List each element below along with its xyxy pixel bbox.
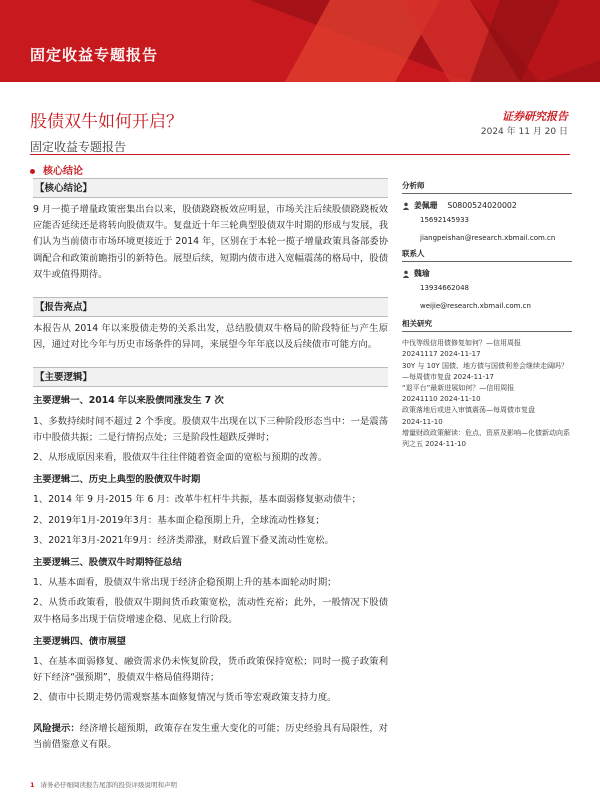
related-item[interactable]: 增量财政政策解读：危点、资质及影响—化债新动向系列之五 2024-11-10 [402, 428, 570, 449]
person-icon [402, 202, 410, 210]
logic2-item: 1、2014 年 9 月-2015 年 6 月：改革牛杠杆牛共振，基本面弱修复驱动债牛； [33, 494, 361, 506]
related-item[interactable]: 政策落地后或进入审慎震荡—每周债市复盘 [402, 406, 535, 415]
report-title: 股债双牛如何开启？ [30, 112, 183, 132]
related-label: 相关研究 [402, 318, 572, 332]
page-number: 1 [30, 781, 35, 789]
analyst-phone: 15692145933 [420, 216, 469, 225]
logic1-item: 1、多数持续时间不超过 2 个季度。股债双牛出现在以下三种阶段形态当中：一是震荡市中股债共振；二是行情拐点处；三是阶段性超跌反弹时； [33, 415, 388, 443]
contact-email[interactable]: weijie@research.xbmail.com.cn [420, 301, 531, 310]
banner-title: 固定收益专题报告 [30, 46, 159, 64]
contact-label: 联系人 [402, 248, 572, 262]
related-item[interactable]: 中伐等级信用债修复如何？—信用周报 [402, 339, 521, 348]
analyst-label: 分析师 [402, 180, 572, 194]
core-text: 9 月一揽子增量政策密集出台以来，股债跷跷板效应明显，市场关注后续股债跷跷板效应能否延续还是将转向股债双牛。复盘近十年三轮典型股债双牛时期的形成与发展，我们认为当前债市市场环境更接近于 2014 年，区别在于本轮一揽子增量政策具备部委协调配合和政策前瞻指引的新特色。展望后续，短期内债市进入宽幅震荡的格局中，股债双牛或值得期待。 [33, 204, 388, 280]
logic4-title: 主要逻辑四、债市展望 [33, 635, 126, 647]
brand-label: 证券研究报告 [502, 110, 568, 123]
page-footer [30, 780, 177, 789]
risk-warning [33, 721, 388, 753]
contact-block [402, 248, 572, 318]
contact-phone: 13934662048 [420, 284, 469, 293]
analyst-name-row [402, 200, 572, 211]
person-icon [402, 270, 410, 278]
section-logic-head: 【主要逻辑】 [33, 367, 388, 387]
report-subtitle: 固定收益专题报告 [30, 140, 127, 154]
analyst-block [402, 180, 572, 250]
risk-label: 风险提示： [33, 722, 80, 734]
related-item[interactable]: 30Y 与 10Y 国债、地方债与国债利差会继续走阔吗？—每周债市复盘 2024-11-17 [402, 361, 569, 381]
related-item: 20241117 2024-11-17 [402, 350, 481, 359]
header-banner [0, 0, 600, 82]
logic2-item: 2、2019年1月-2019年3月：基本面企稳预期上升，全球流动性修复； [33, 514, 325, 526]
logic1-title: 主要逻辑一、2014 年以来股债同涨发生 7 次 [33, 395, 224, 407]
report-date: 2024 年 11 月 20 日 [480, 127, 568, 137]
banner-decoration [0, 0, 600, 82]
highlight-text: 本报告从 2014 年以来股债走势的关系出发，总结股债双牛格局的阶段特征与产生原因，通过对比今年与历史市场条件的异同，来展望今年年底以及后续债市可能方向。 [33, 323, 388, 351]
footer-disclaimer: 请务必仔细阅读报告尾部的投资评级说明和声明 [40, 781, 178, 789]
logic4-item: 1、在基本面弱修复、融资需求仍未恢复阶段，货币政策保持宽松；同时一揽子政策利好下经济“强预期”，股债双牛格局值得期待； [33, 656, 388, 684]
related-research-block [402, 318, 572, 450]
risk-text: 经济增长超预期，政策存在发生重大变化的可能；历史经验具有局限性，对当前借鉴意义有限。 [33, 722, 388, 750]
logic3-item: 2、从货币政策看，股债双牛期间货币政策宽松，流动性充裕；此外，一般情况下股债双牛格局多出现于信贷增速企稳、见底上行阶段。 [33, 597, 388, 625]
core-label-text: 核心结论 [43, 166, 83, 177]
section-core-head: 【核心结论】 [33, 178, 388, 198]
contact-name: 魏瑜 [414, 269, 430, 279]
title-divider [30, 154, 570, 155]
logic2-item: 3、2021年3月-2021年9月：经济类滞涨，财政后置下叠叉流动性宽松。 [33, 534, 334, 546]
contact-name-row [402, 268, 572, 279]
section-highlight-head: 【报告亮点】 [33, 297, 388, 317]
logic2-title: 主要逻辑二、历史上典型的股债双牛时期 [33, 474, 201, 486]
main-content [33, 178, 388, 753]
analyst-email[interactable]: jiangpeishan@research.xbmail.com.cn [420, 233, 556, 242]
analyst-name: 姜佩珊 [414, 201, 438, 211]
logic1-item: 2、从形成原因来看，股债双牛往往伴随着资金面的宽松与预期的改善。 [33, 452, 328, 464]
related-item[interactable]: “退平台”最新进展如何？—信用周报 [402, 384, 515, 393]
related-item: 20241110 2024-11-10 [402, 395, 481, 404]
analyst-license: S0800524020002 [447, 201, 517, 211]
logic3-item: 1、从基本面看，股债双牛常出现于经济企稳预期上升的基本面轮动时期； [33, 577, 337, 589]
logic3-title: 主要逻辑三、股债双牛时期特征总结 [33, 557, 182, 569]
bullet-icon [30, 169, 35, 174]
core-conclusion-label [30, 162, 83, 177]
logic4-item: 2、债市中长期走势仍需观察基本面修复情况与货币等宏观政策支持力度。 [33, 692, 337, 704]
related-item: 2024-11-10 [402, 417, 443, 426]
